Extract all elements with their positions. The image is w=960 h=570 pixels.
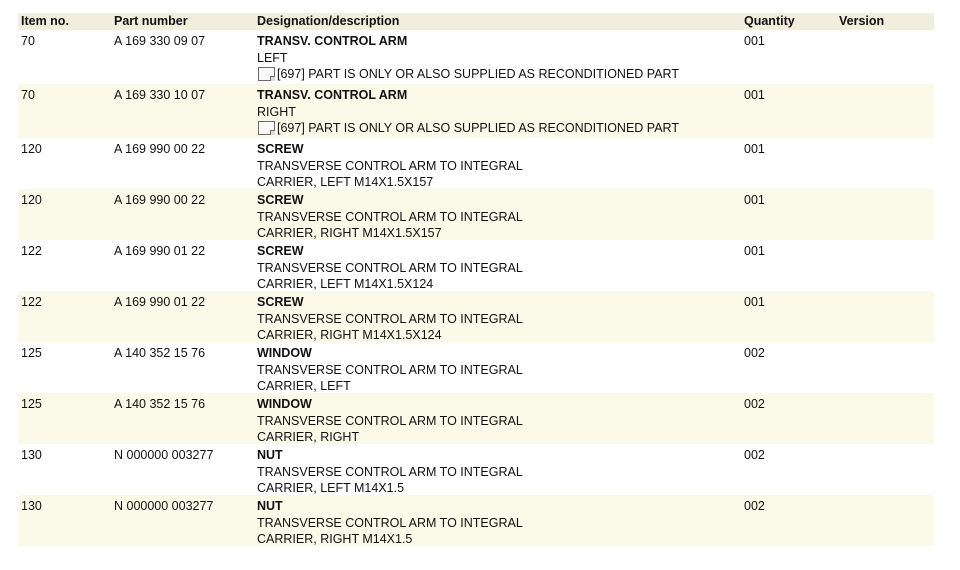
designation — [257, 498, 744, 546]
table-row[interactable] — [18, 189, 934, 240]
table-row[interactable] — [18, 138, 934, 189]
document-icon[interactable] — [258, 67, 275, 81]
designation-line: CARRIER, LEFT M14X1.5X157 — [257, 175, 434, 189]
designation — [257, 33, 744, 84]
designation — [257, 243, 744, 291]
designation-line: TRANSVERSE CONTROL ARM TO INTEGRAL — [257, 311, 523, 326]
designation-line: TRANSVERSE CONTROL ARM TO INTEGRAL — [257, 464, 523, 479]
designation-title: SCREW — [257, 193, 304, 207]
note-line — [257, 120, 744, 137]
version — [839, 345, 934, 393]
designation — [257, 192, 744, 240]
quantity: 001 — [744, 34, 765, 48]
note-line — [257, 66, 744, 83]
quantity: 001 — [744, 88, 765, 102]
version — [839, 87, 934, 138]
designation-line: TRANSVERSE CONTROL ARM TO INTEGRAL — [257, 260, 523, 275]
part-number: A 140 352 15 76 — [114, 346, 206, 360]
designation-title: SCREW — [257, 244, 304, 258]
version — [839, 243, 934, 291]
designation-line: TRANSVERSE CONTROL ARM TO INTEGRAL — [257, 515, 523, 530]
designation-line: TRANSVERSE CONTROL ARM TO INTEGRAL — [257, 362, 523, 377]
designation-line: CARRIER, LEFT M14X1.5 — [257, 481, 405, 495]
table-row[interactable] — [18, 342, 934, 393]
version — [839, 33, 934, 84]
quantity: 001 — [744, 193, 765, 207]
part-number: N 000000 003277 — [114, 448, 214, 462]
table-row[interactable] — [18, 84, 934, 138]
part-number: A 169 330 10 07 — [114, 88, 206, 102]
designation — [257, 345, 744, 393]
designation-title: TRANSV. CONTROL ARM — [257, 88, 408, 102]
item-no: 130 — [21, 448, 42, 462]
designation-line: TRANSVERSE CONTROL ARM TO INTEGRAL — [257, 413, 523, 428]
table-row[interactable] — [18, 495, 934, 546]
designation-line: CARRIER, LEFT — [257, 379, 351, 393]
part-number: A 140 352 15 76 — [114, 397, 206, 411]
table-row[interactable] — [18, 30, 934, 84]
version — [839, 141, 934, 189]
header-designation: Designation/description — [257, 14, 400, 28]
document-icon[interactable] — [258, 121, 275, 135]
item-no: 122 — [21, 244, 42, 258]
version — [839, 447, 934, 495]
part-number: N 000000 003277 — [114, 499, 214, 513]
designation-line: CARRIER, RIGHT — [257, 430, 360, 444]
table-row[interactable] — [18, 240, 934, 291]
version — [839, 498, 934, 546]
part-number: A 169 990 01 22 — [114, 295, 206, 309]
item-no: 120 — [21, 142, 42, 156]
part-number: A 169 990 01 22 — [114, 244, 206, 258]
item-no: 122 — [21, 295, 42, 309]
note-text: [697] PART IS ONLY OR ALSO SUPPLIED AS RECONDITIONED PART — [277, 121, 679, 135]
table-row[interactable] — [18, 393, 934, 444]
header-quantity: Quantity — [744, 14, 795, 28]
item-no: 125 — [21, 346, 42, 360]
quantity: 002 — [744, 448, 765, 462]
parts-table — [18, 13, 934, 546]
designation-title: WINDOW — [257, 346, 312, 360]
designation-line: LEFT — [257, 50, 288, 65]
designation-title: WINDOW — [257, 397, 312, 411]
note-text: [697] PART IS ONLY OR ALSO SUPPLIED AS RECONDITIONED PART — [277, 67, 679, 81]
designation — [257, 447, 744, 495]
header-version: Version — [839, 14, 885, 28]
designation — [257, 87, 744, 138]
quantity: 002 — [744, 346, 765, 360]
designation-title: NUT — [257, 499, 283, 513]
version — [839, 396, 934, 444]
designation-line: TRANSVERSE CONTROL ARM TO INTEGRAL — [257, 158, 523, 173]
designation-line: CARRIER, RIGHT M14X1.5 — [257, 532, 413, 546]
item-no: 120 — [21, 193, 42, 207]
part-number: A 169 990 00 22 — [114, 193, 206, 207]
designation-line: CARRIER, RIGHT M14X1.5X157 — [257, 226, 442, 240]
version — [839, 192, 934, 240]
designation-line: TRANSVERSE CONTROL ARM TO INTEGRAL — [257, 209, 523, 224]
item-no: 125 — [21, 397, 42, 411]
quantity: 001 — [744, 244, 765, 258]
designation-line: RIGHT — [257, 104, 296, 119]
quantity: 001 — [744, 295, 765, 309]
item-no: 130 — [21, 499, 42, 513]
designation-title: NUT — [257, 448, 283, 462]
quantity: 002 — [744, 499, 765, 513]
part-number: A 169 990 00 22 — [114, 142, 206, 156]
table-row[interactable] — [18, 444, 934, 495]
item-no: 70 — [21, 88, 35, 102]
quantity: 002 — [744, 397, 765, 411]
designation-title: SCREW — [257, 295, 304, 309]
header-part-number: Part number — [114, 14, 188, 28]
designation-title: TRANSV. CONTROL ARM — [257, 34, 408, 48]
designation — [257, 396, 744, 444]
designation — [257, 294, 744, 342]
header-item-no: Item no. — [21, 14, 69, 28]
designation-title: SCREW — [257, 142, 304, 156]
designation-line: CARRIER, LEFT M14X1.5X124 — [257, 277, 434, 291]
designation — [257, 141, 744, 189]
version — [839, 294, 934, 342]
item-no: 70 — [21, 34, 35, 48]
part-number: A 169 330 09 07 — [114, 34, 206, 48]
table-row[interactable] — [18, 291, 934, 342]
table-header — [18, 13, 934, 30]
quantity: 001 — [744, 142, 765, 156]
designation-line: CARRIER, RIGHT M14X1.5X124 — [257, 328, 442, 342]
